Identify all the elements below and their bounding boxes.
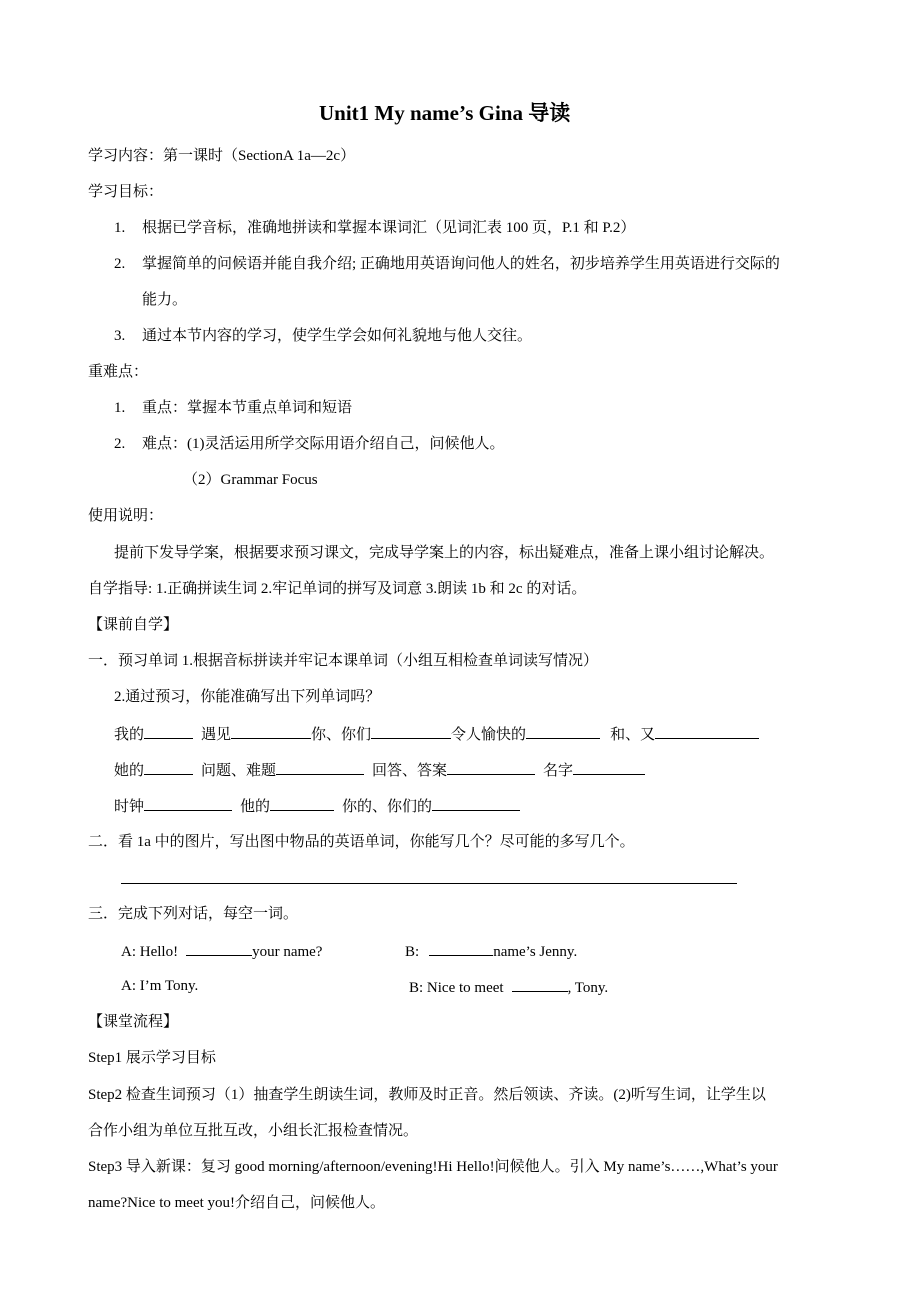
goal-text: 根据已学音标，准确地拼读和掌握本课词汇（见词汇表 100 页，P.1 和 P.2） (142, 220, 636, 236)
dialogue-blank[interactable] (429, 940, 493, 956)
dialogue-a1 (121, 940, 322, 962)
dialogue-blank[interactable] (512, 976, 568, 992)
vocab-word: 你、你们 (311, 727, 372, 743)
vocab-word: 遇见 (201, 727, 232, 743)
page-title: Unit1 My name’s Gina 导读 (319, 101, 571, 125)
key-point-number: 2. (114, 436, 126, 452)
dialogue-text: B: Nice to meet (409, 980, 504, 996)
content-line: 学习内容：第一课时（SectionA 1a—2c） (88, 148, 356, 164)
goal-number: 3. (114, 328, 126, 344)
dialogue-text: B: (405, 944, 420, 960)
vocab-blank[interactable] (447, 759, 535, 775)
section-three: 三．完成下列对话，每空一词。 (88, 906, 299, 922)
vocab-word: 回答、答案 (372, 763, 448, 779)
vocab-word: 令人愉快的 (451, 727, 527, 743)
vocab-word: 她的 (114, 763, 145, 779)
vocab-blank[interactable] (371, 723, 451, 739)
section-one: 一．预习单词 1.根据音标拼读并牢记本课单词（小组互相检查单词读写情况） (88, 653, 599, 669)
vocab-word: 时钟 (114, 799, 145, 815)
vocab-blank[interactable] (526, 723, 600, 739)
usage-text: 提前下发导学案，根据要求预习课文，完成导学案上的内容，标出疑难点，准备上课小组讨论解决。 (114, 545, 775, 561)
dialogue-text: A: Hello! (121, 944, 179, 960)
dialogue-text: your name? (252, 944, 323, 960)
goal-text-continued: 能力。 (142, 292, 188, 308)
step-3: Step3 导入新课：复习 good morning/afternoon/evening!Hi Hello!问候他人。引入 My name’s……,What’s your (88, 1159, 778, 1175)
vocab-row (114, 795, 520, 817)
vocab-word: 他的 (240, 799, 271, 815)
vocab-row (114, 723, 759, 745)
vocab-word: 问题、难题 (201, 763, 277, 779)
vocab-blank[interactable] (231, 723, 311, 739)
goal-number: 1. (114, 220, 126, 236)
vocab-word: 你的、你们的 (342, 799, 433, 815)
vocab-blank[interactable] (270, 795, 334, 811)
dialogue-text: , Tony. (567, 980, 609, 996)
vocab-blank[interactable] (144, 723, 193, 739)
vocab-word: 我的 (114, 727, 145, 743)
goal-text: 掌握简单的问候语并能自我介绍; 正确地用英语询问他人的姓名，初步培养学生用英语进行交际的 (142, 256, 780, 272)
goal-text: 通过本节内容的学习，使学生学会如何礼貌地与他人交往。 (142, 328, 533, 344)
self-study-guide: 自学指导: 1.正确拼读生词 2.牢记单词的拼写及词意 3.朗读 1b 和 2c 的对话。 (88, 581, 587, 597)
vocab-word: 和、又 (610, 727, 656, 743)
step-2-continued: 合作小组为单位互批互改，小组长汇报检查情况。 (88, 1123, 419, 1139)
key-point-text: 重点：掌握本节重点单词和短语 (142, 400, 353, 416)
section-one-part2: 2.通过预习，你能准确写出下列单词吗？ (114, 689, 381, 705)
vocab-blank[interactable] (144, 795, 232, 811)
dialogue-b1 (405, 940, 577, 962)
vocab-blank[interactable] (573, 759, 645, 775)
key-point-text: 难点：(1)灵活运用所学交际用语介绍自己，问候他人。 (142, 436, 505, 452)
pre-class-heading: 【课前自学】 (88, 617, 179, 633)
goals-heading: 学习目标： (88, 184, 164, 200)
step-1: Step1 展示学习目标 (88, 1050, 216, 1066)
key-point-number: 1. (114, 400, 126, 416)
class-flow-heading: 【课堂流程】 (88, 1014, 179, 1030)
dialogue-text: name’s Jenny. (493, 944, 578, 960)
key-point-sub: （2）Grammar Focus (183, 472, 318, 488)
key-heading: 重难点： (88, 364, 149, 380)
vocab-blank[interactable] (432, 795, 520, 811)
usage-heading: 使用说明： (88, 508, 164, 524)
dialogue-b2 (409, 976, 608, 998)
vocab-blank[interactable] (144, 759, 193, 775)
vocab-row (114, 759, 645, 781)
vocab-word: 名字 (543, 763, 574, 779)
step-3-continued: name?Nice to meet you!介绍自己，问候他人。 (88, 1195, 386, 1211)
dialogue-a2: A: I’m Tony. (121, 978, 199, 994)
vocab-blank[interactable] (655, 723, 759, 739)
goal-number: 2. (114, 256, 126, 272)
step-2: Step2 检查生词预习（1）抽查学生朗读生词，教师及时正音。然后领读、齐读。(2)听写生词，让学生以 (88, 1087, 766, 1103)
section-two: 二．看 1a 中的图片，写出图中物品的英语单词，你能写几个？尽可能的多写几个。 (88, 834, 635, 850)
answer-line[interactable] (121, 883, 737, 884)
dialogue-blank[interactable] (186, 940, 252, 956)
vocab-blank[interactable] (276, 759, 364, 775)
